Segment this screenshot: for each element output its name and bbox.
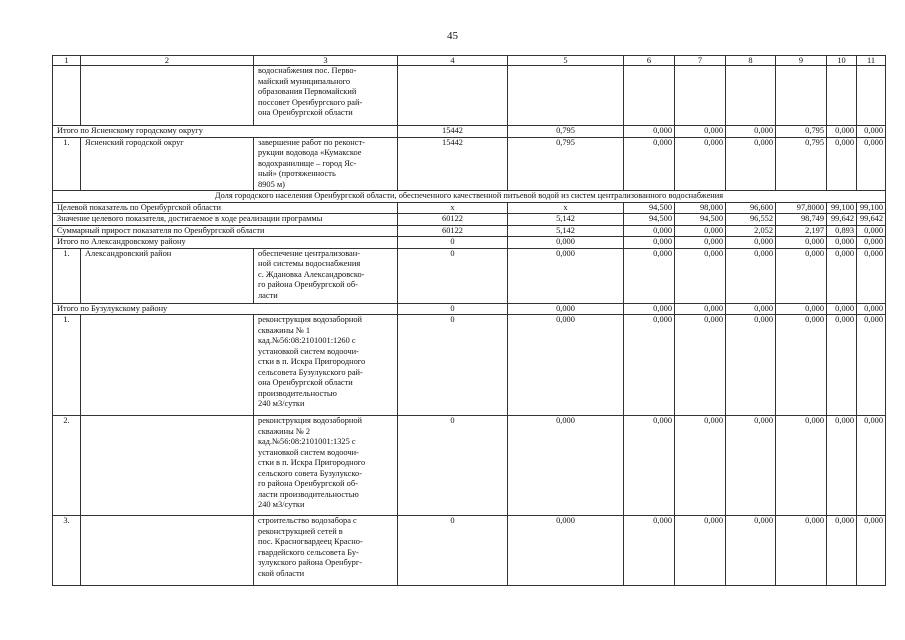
column-number: 3: [254, 56, 398, 66]
value-cell: 0,000: [675, 516, 726, 586]
total-label: Итого по Ясненскому городскому округу: [53, 126, 398, 138]
table-row: [53, 516, 886, 586]
section-title-row: [53, 191, 886, 203]
row-number: 1.: [53, 137, 81, 191]
value-cell: 0,000: [624, 237, 675, 249]
value-cell: 0,000: [508, 516, 624, 586]
value-cell: 0,000: [827, 516, 857, 586]
column-number: 2: [81, 56, 254, 66]
value-cell: х: [508, 202, 624, 214]
district-name: [81, 516, 254, 586]
measure-description: водоснабжения пос. Перво- майский муниципального образования Первомайский поссовет Оренбургского рай- она Оренбургской области: [254, 66, 398, 126]
value-cell: 0,000: [726, 137, 776, 191]
total-label: Итого по Бузулукскому району: [53, 303, 398, 315]
value-cell: 0,000: [827, 248, 857, 303]
section-title: Доля городского населения Оренбургской области, обеспеченного качественной питьевой водой из систем централизованного водоснабжения: [53, 191, 886, 203]
value-cell: 94,500: [675, 214, 726, 226]
value-cell: [857, 66, 886, 126]
value-cell: 0: [398, 303, 508, 315]
column-number: 11: [857, 56, 886, 66]
row-number: 1.: [53, 248, 81, 303]
total-row: [53, 225, 886, 237]
value-cell: [398, 66, 508, 126]
total-label: Целевой показатель по Оренбургской области: [53, 202, 398, 214]
value-cell: 0,795: [776, 126, 827, 138]
measure-description: строительство водозабора с реконструкцией сетей в пос. Красногвардеец Красно- гвардейского сельсовета Бу- зулукского района Оренбург- ской области: [254, 516, 398, 586]
column-number: 1: [53, 56, 81, 66]
value-cell: 99,642: [857, 214, 886, 226]
value-cell: 98,000: [675, 202, 726, 214]
district-name: [81, 416, 254, 516]
value-cell: 0: [398, 416, 508, 516]
column-number: 10: [827, 56, 857, 66]
value-cell: 0,000: [508, 303, 624, 315]
value-cell: 0,000: [827, 137, 857, 191]
row-number: 1.: [53, 315, 81, 416]
value-cell: 0,000: [776, 237, 827, 249]
total-label: Суммарный прирост показателя по Оренбургской области: [53, 225, 398, 237]
value-cell: 0,000: [624, 516, 675, 586]
value-cell: 15442: [398, 137, 508, 191]
value-cell: 0,000: [508, 315, 624, 416]
value-cell: 0,000: [857, 137, 886, 191]
value-cell: 0,000: [726, 237, 776, 249]
total-row: [53, 303, 886, 315]
value-cell: 0,795: [508, 126, 624, 138]
total-row: [53, 202, 886, 214]
value-cell: 0,000: [675, 237, 726, 249]
district-name: Александровский район: [81, 248, 254, 303]
value-cell: 0,000: [726, 516, 776, 586]
value-cell: 0,000: [624, 416, 675, 516]
value-cell: 94,500: [624, 214, 675, 226]
value-cell: 0,000: [508, 248, 624, 303]
value-cell: 0,000: [624, 225, 675, 237]
value-cell: 0,000: [857, 225, 886, 237]
value-cell: 2,052: [726, 225, 776, 237]
value-cell: 0,000: [827, 237, 857, 249]
value-cell: [508, 66, 624, 126]
value-cell: 0,000: [624, 303, 675, 315]
value-cell: 0: [398, 516, 508, 586]
value-cell: 0,000: [857, 516, 886, 586]
value-cell: 0,000: [776, 315, 827, 416]
value-cell: 0,000: [857, 126, 886, 138]
column-number: 4: [398, 56, 508, 66]
district-name: [81, 66, 254, 126]
value-cell: 0,000: [857, 416, 886, 516]
value-cell: [726, 66, 776, 126]
value-cell: 0,000: [827, 303, 857, 315]
table-row: [53, 416, 886, 516]
value-cell: [776, 66, 827, 126]
table-row: [53, 66, 886, 126]
total-label: Итого по Александровскому району: [53, 237, 398, 249]
value-cell: 0,000: [726, 315, 776, 416]
value-cell: 0,000: [675, 315, 726, 416]
district-name: [81, 315, 254, 416]
value-cell: 60122: [398, 225, 508, 237]
value-cell: 0,000: [776, 516, 827, 586]
table-row: [53, 137, 886, 191]
value-cell: 0,000: [624, 126, 675, 138]
row-number: 2.: [53, 416, 81, 516]
value-cell: 0,000: [508, 416, 624, 516]
value-cell: 94,500: [624, 202, 675, 214]
measure-description: реконструкция водозаборной скважины № 2 кад.№56:08:2101001:1325 с установкой систем водоочи- стки в п. Искра Пригородного сельского совета Бузулукско- го района Оренбургской об- ласти производительностью 240 м3/сутки: [254, 416, 398, 516]
total-label: Значение целевого показателя, достигаемое в ходе реализации программы: [53, 214, 398, 226]
value-cell: 98,749: [776, 214, 827, 226]
value-cell: х: [398, 202, 508, 214]
value-cell: 0,000: [857, 237, 886, 249]
value-cell: 0,000: [675, 416, 726, 516]
value-cell: 0,000: [675, 126, 726, 138]
value-cell: 0,000: [726, 248, 776, 303]
value-cell: 0,000: [827, 315, 857, 416]
value-cell: 0,000: [776, 248, 827, 303]
page-number: 45: [447, 30, 458, 42]
row-number: [53, 66, 81, 126]
value-cell: 99,642: [827, 214, 857, 226]
value-cell: 5,142: [508, 225, 624, 237]
measure-description: завершение работ по реконст- рукции водовода «Кумакское водохранилище – город Яс- ный» (протяженность 8905 м): [254, 137, 398, 191]
row-number: 3.: [53, 516, 81, 586]
value-cell: 0,000: [726, 303, 776, 315]
value-cell: 0,000: [827, 416, 857, 516]
value-cell: 0,000: [857, 303, 886, 315]
value-cell: 0,000: [624, 137, 675, 191]
table-row: [53, 248, 886, 303]
value-cell: 60122: [398, 214, 508, 226]
column-number: 7: [675, 56, 726, 66]
value-cell: 0,000: [726, 416, 776, 516]
value-cell: 0,000: [776, 303, 827, 315]
value-cell: 97,8000: [776, 202, 827, 214]
value-cell: 0,795: [776, 137, 827, 191]
district-name: Ясненский городской округ: [81, 137, 254, 191]
program-table: [52, 55, 886, 586]
value-cell: 0,893: [827, 225, 857, 237]
column-numbers-row: [53, 56, 886, 66]
column-number: 6: [624, 56, 675, 66]
value-cell: 0,000: [857, 315, 886, 416]
value-cell: 0,000: [726, 126, 776, 138]
total-row: [53, 214, 886, 226]
value-cell: 0: [398, 237, 508, 249]
value-cell: 0,000: [857, 248, 886, 303]
value-cell: 99,100: [857, 202, 886, 214]
value-cell: [827, 66, 857, 126]
value-cell: 15442: [398, 126, 508, 138]
value-cell: 0,000: [675, 248, 726, 303]
value-cell: 0,795: [508, 137, 624, 191]
column-number: 8: [726, 56, 776, 66]
value-cell: 0,000: [624, 248, 675, 303]
value-cell: 99,100: [827, 202, 857, 214]
value-cell: 0,000: [624, 315, 675, 416]
value-cell: 0,000: [776, 416, 827, 516]
value-cell: 5,142: [508, 214, 624, 226]
measure-description: реконструкция водозаборной скважины № 1 кад.№56:08:2101001:1260 с установкой систем водоочи- стки в п. Искра Пригородного сельсовета Бузулукского рай- она Оренбургской области производительностью 240 м3/сутки: [254, 315, 398, 416]
value-cell: 0: [398, 248, 508, 303]
value-cell: 96,552: [726, 214, 776, 226]
value-cell: 0,000: [508, 237, 624, 249]
total-row: [53, 237, 886, 249]
column-number: 9: [776, 56, 827, 66]
value-cell: 0,000: [675, 303, 726, 315]
value-cell: 0,000: [675, 225, 726, 237]
value-cell: 2,197: [776, 225, 827, 237]
column-number: 5: [508, 56, 624, 66]
value-cell: [624, 66, 675, 126]
value-cell: 0: [398, 315, 508, 416]
value-cell: [675, 66, 726, 126]
total-row: [53, 126, 886, 138]
value-cell: 0,000: [675, 137, 726, 191]
value-cell: 0,000: [827, 126, 857, 138]
measure-description: обеспечение централизован- ной системы водоснабжения с. Ждановка Александровско- го района Оренбургской об- ласти: [254, 248, 398, 303]
table-row: [53, 315, 886, 416]
value-cell: 96,600: [726, 202, 776, 214]
